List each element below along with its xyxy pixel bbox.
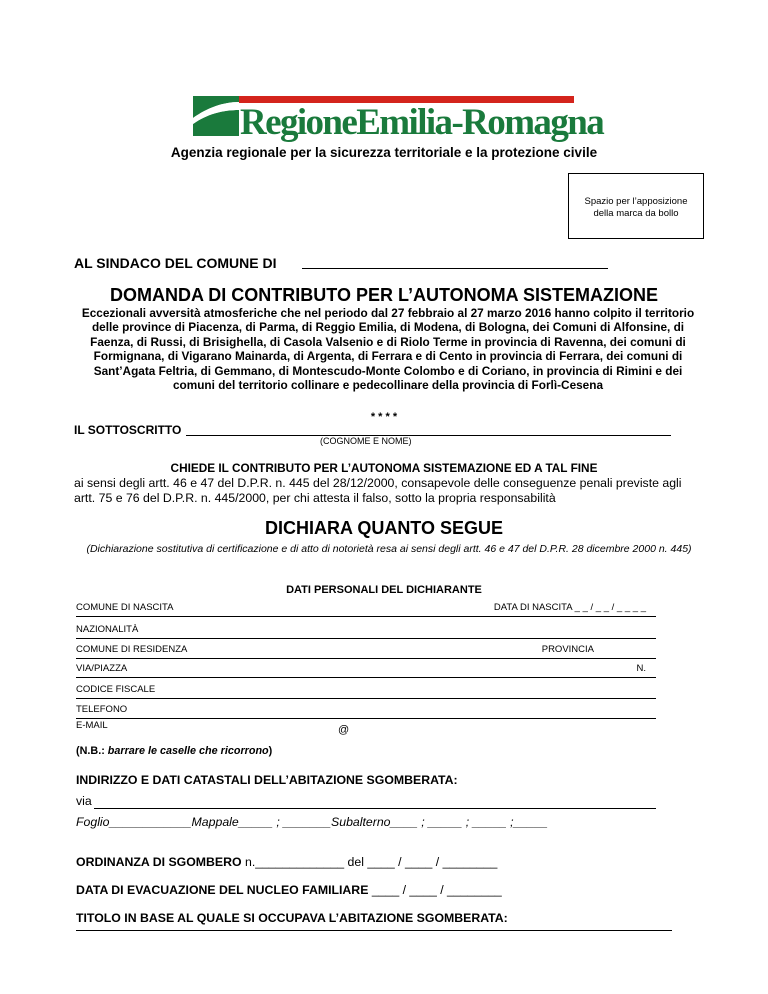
- eviction-order-label: ORDINANZA DI SGOMBERO: [76, 855, 242, 869]
- email-row[interactable]: [76, 714, 656, 734]
- request-text: ai sensi degli artt. 46 e 47 del D.P.R. n. 445 del 28/12/2000, consapevole delle conseguenze penali previste agli artt. 75 e 76 del D.P.R. n. 445/2000, per chi attesta il falso, sotto la propria responsabilità: [74, 476, 682, 505]
- evacuation-date-line[interactable]: [76, 883, 502, 897]
- sottoscritto-label: IL SOTTOSCRITTO: [74, 423, 182, 437]
- birthdate-label: DATA DI NASCITA _ _ / _ _ / _ _ _ _: [493, 602, 646, 613]
- document-title: DOMANDA DI CONTRIBUTO PER L’AUTONOMA SISTEMAZIONE: [109, 285, 658, 305]
- at-sign: @: [338, 724, 350, 736]
- eviction-order-fields: n._____________ del ____ / ____ / ________: [241, 855, 498, 869]
- request-heading: CHIEDE IL CONTRIBUTO PER L’AUTONOMA SISTEMAZIONE ED A TAL FINE: [170, 461, 598, 475]
- name-input-line[interactable]: [186, 435, 671, 436]
- separator-stars: * * * *: [370, 411, 398, 423]
- phone-label: TELEFONO: [76, 704, 128, 715]
- via-label: via: [76, 794, 92, 808]
- note-suffix: ): [268, 745, 273, 757]
- comune-input-line[interactable]: [302, 268, 608, 269]
- stamp-box: [568, 173, 704, 239]
- tax-code-row[interactable]: [76, 678, 656, 699]
- logo-text: RegioneEmilia-Romagna: [240, 102, 604, 143]
- email-label: E-MAIL: [76, 720, 108, 731]
- occupancy-title-heading: TITOLO IN BASE AL QUALE SI OCCUPAVA L’ABITAZIONE SGOMBERATA:: [76, 911, 508, 925]
- declaration-heading: DICHIARA QUANTO SEGUE: [264, 518, 504, 538]
- nationality-label: NAZIONALITÀ: [76, 624, 139, 635]
- occupancy-title-input-line[interactable]: [76, 930, 672, 931]
- birthplace-label: COMUNE DI NASCITA: [76, 602, 174, 613]
- street-number-label: N.: [636, 663, 646, 674]
- eviction-order-line[interactable]: [76, 855, 497, 869]
- evacuation-date-fields: ____ / ____ / ________: [368, 883, 502, 897]
- birthplace-row[interactable]: [76, 596, 656, 617]
- note-text: barrare le caselle che ricorrono: [107, 745, 269, 757]
- evacuation-date-label: DATA DI EVACUAZIONE DEL NUCLEO FAMILIARE: [76, 883, 369, 897]
- agency-name: Agenzia regionale per la sicurezza territoriale e la protezione civile: [170, 145, 598, 160]
- address-label: VIA/PIAZZA: [76, 663, 128, 674]
- via-input-line[interactable]: [94, 808, 656, 809]
- residence-label: COMUNE DI RESIDENZA: [76, 644, 188, 655]
- stamp-box-line2: della marca da bollo: [593, 208, 679, 219]
- logo-mark-icon: [193, 96, 239, 136]
- address-section-heading: INDIRIZZO E DATI CATASTALI DELL’ABITAZIONE SGOMBERATA:: [76, 773, 458, 787]
- addressee-label: AL SINDACO DEL COMUNE DI: [74, 255, 277, 271]
- province-label: PROVINCIA: [541, 644, 594, 655]
- declaration-subheading: (Dichiarazione sostitutiva di certificazione e di atto di notorietà resa ai sensi degli artt. 46 e 47 del D.P.R. 28 dicembre 2000 n. 445): [86, 543, 692, 555]
- stamp-box-line1: Spazio per l’apposizione: [584, 196, 688, 207]
- nationality-row[interactable]: [76, 618, 656, 639]
- note-prefix: (N.B.:: [76, 745, 108, 757]
- address-row[interactable]: [76, 657, 656, 678]
- personal-data-title: DATI PERSONALI DEL DICHIARANTE: [286, 584, 482, 596]
- note: [76, 745, 272, 757]
- name-caption: (COGNOME E NOME): [320, 436, 412, 446]
- residence-row[interactable]: [76, 638, 656, 659]
- cadastral-data-line[interactable]: Foglio____________Mappale_____ ; _______Subalterno____ ; _____ ; _____ ;_____: [76, 815, 548, 829]
- tax-code-label: CODICE FISCALE: [76, 684, 156, 695]
- document-subtitle: Eccezionali avversità atmosferiche che nel periodo dal 27 febbraio al 27 marzo 2016 hanno colpito il territorio delle province di Piacenza, di Parma, di Reggio Emilia, di Modena, di Bologna, dei Comuni di Alfonsine, di Faenza, di Russi, di Brisighella, di Casola Valsenio e di Riolo Terme in provincia di Ravenna, dei comuni di Formignana, di Vigarano Mainarda, di Argenta, di Ferrara e di Cento in provincia di Ferrara, dei comuni di Sant’Agata Feltria, di Gemmano, di Montescudo-Monte Colombo e di Coriano, in provincia di Rimini e dei comuni del territorio collinare e pedecollinare della provincia di Forlì-Cesena: [81, 306, 695, 393]
